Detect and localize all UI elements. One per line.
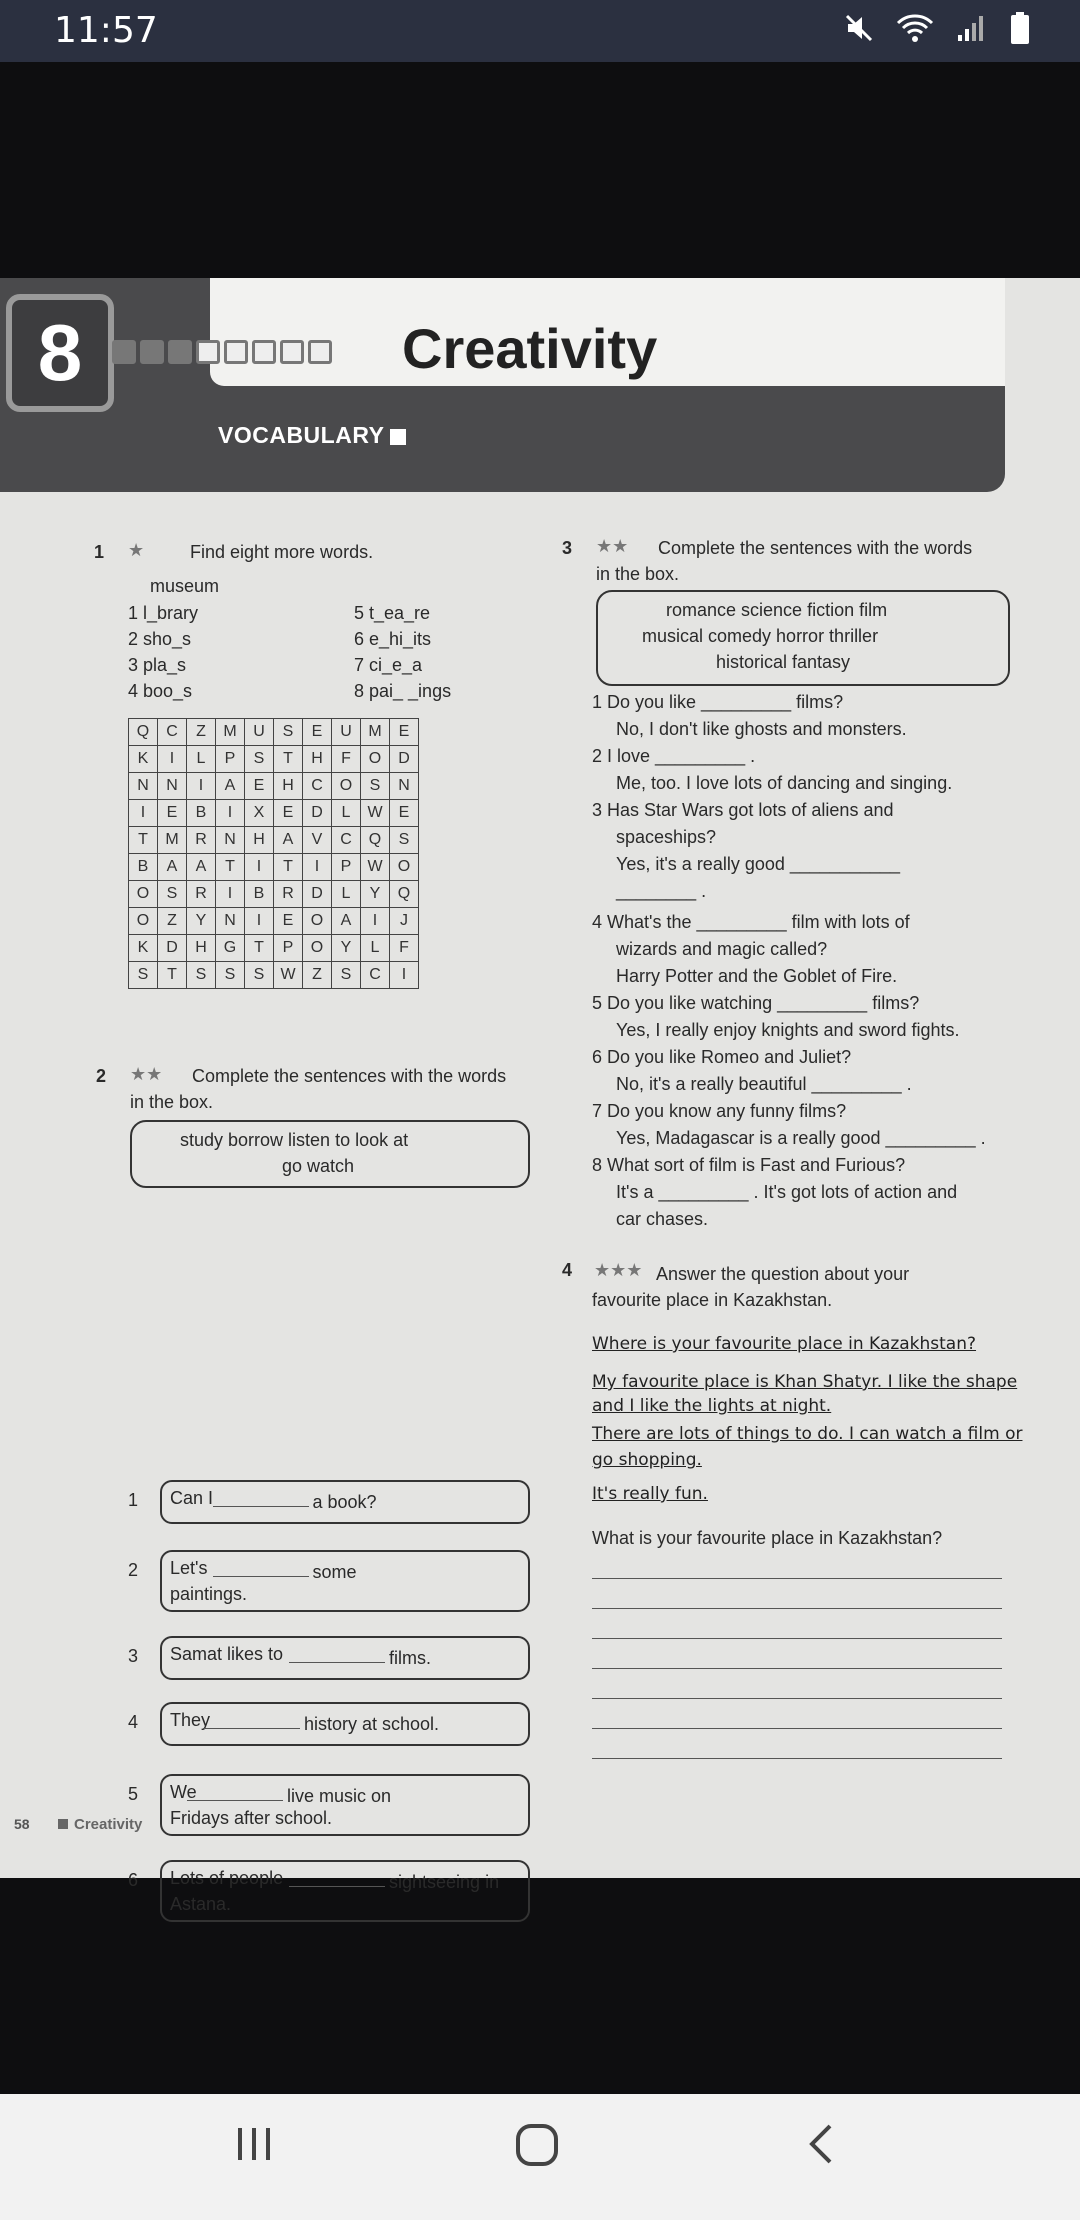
- grid-cell: I: [158, 746, 187, 773]
- grid-cell: J: [390, 908, 419, 935]
- ex3-line: Yes, I really enjoy knights and sword fights.: [616, 1020, 960, 1040]
- ex1-item: 3 pla_s: [128, 655, 187, 675]
- grid-cell: X: [245, 800, 274, 827]
- grid-cell: S: [274, 719, 303, 746]
- ex1-item: 8 pai_ _ings: [354, 681, 452, 701]
- ex3-line: 8 What sort of film is Fast and Furious?: [592, 1155, 906, 1175]
- grid-cell: A: [216, 773, 245, 800]
- ex2-sentence-number: 5: [128, 1784, 139, 1804]
- ex3-instruction: Complete the sentences with the words: [658, 538, 973, 558]
- ex3-line: No, it's a really beautiful _________ .: [616, 1074, 912, 1094]
- grid-cell: K: [129, 935, 158, 962]
- grid-cell: D: [303, 881, 332, 908]
- grid-cell: L: [332, 800, 361, 827]
- grid-cell: Z: [187, 719, 216, 746]
- ex1-item: 6 e_hi_its: [354, 629, 432, 649]
- grid-cell: Y: [332, 935, 361, 962]
- grid-cell: S: [187, 962, 216, 989]
- ex3-line: 5 Do you like watching _________ films?: [592, 993, 920, 1013]
- status-bar: [0, 0, 1080, 62]
- grid-cell: L: [187, 746, 216, 773]
- grid-cell: K: [129, 746, 158, 773]
- unit-number: 8: [6, 294, 114, 412]
- footer-label: Creativity: [58, 1816, 142, 1833]
- ex3-number: 3: [562, 538, 573, 558]
- ex2-number: 2: [96, 1066, 107, 1086]
- answer-line: [592, 1608, 1002, 1609]
- blank: [187, 1800, 283, 1801]
- grid-cell: P: [332, 854, 361, 881]
- wifi-icon: [896, 13, 934, 43]
- ex2-sentence-number: 1: [128, 1490, 139, 1510]
- ex1-item: 5 t_ea_re: [354, 603, 431, 623]
- grid-cell: E: [390, 719, 419, 746]
- grid-cell: L: [361, 935, 390, 962]
- ex3-instruction: in the box.: [596, 564, 680, 584]
- grid-cell: D: [158, 935, 187, 962]
- ex2-sentence-cont: Astana.: [170, 1894, 232, 1914]
- grid-cell: E: [158, 800, 187, 827]
- grid-cell: S: [361, 773, 390, 800]
- recent-apps-icon[interactable]: [232, 2122, 276, 2166]
- grid-cell: C: [158, 719, 187, 746]
- grid-cell: S: [245, 746, 274, 773]
- ex3-words: romance science fiction film: [666, 600, 888, 620]
- navigation-bar: [0, 2094, 1080, 2220]
- handwritten-answer: My favourite place is Khan Shatyr. I like the shape: [592, 1372, 1018, 1392]
- grid-cell: E: [274, 908, 303, 935]
- handwritten-answer: Where is your favourite place in Kazakhstan?: [592, 1334, 977, 1354]
- ex2-instruction: Complete the sentences with the words: [192, 1066, 507, 1086]
- grid-cell: E: [245, 773, 274, 800]
- ex2-sentence-start: Can I: [170, 1488, 214, 1508]
- grid-cell: T: [158, 962, 187, 989]
- grid-cell: I: [361, 908, 390, 935]
- grid-cell: P: [216, 746, 245, 773]
- grid-cell: R: [187, 827, 216, 854]
- ex3-line: Yes, it's a really good ___________: [616, 854, 900, 874]
- grid-cell: I: [187, 773, 216, 800]
- grid-cell: Y: [361, 881, 390, 908]
- handwritten-answer: go shopping.: [592, 1450, 702, 1470]
- grid-cell: I: [216, 800, 245, 827]
- ex3-line: Yes, Madagascar is a really good _________ .: [616, 1128, 986, 1148]
- grid-cell: N: [216, 908, 245, 935]
- grid-cell: D: [390, 746, 419, 773]
- ex2-sentence-start: We: [170, 1782, 197, 1802]
- answer-line: [592, 1668, 1002, 1669]
- ex3-words: musical comedy horror thriller: [642, 626, 879, 646]
- ex1-item: 4 boo_s: [128, 681, 193, 701]
- grid-cell: S: [216, 962, 245, 989]
- blank: [289, 1886, 385, 1887]
- grid-cell: I: [303, 854, 332, 881]
- grid-cell: O: [390, 854, 419, 881]
- ex3-words: historical fantasy: [716, 652, 851, 672]
- grid-cell: E: [274, 800, 303, 827]
- grid-cell: C: [303, 773, 332, 800]
- ex3-line: 1 Do you like _________ films?: [592, 692, 844, 712]
- grid-cell: R: [274, 881, 303, 908]
- signal-icon: [956, 13, 988, 43]
- grid-cell: W: [361, 800, 390, 827]
- ex3-line: 2 I love _________ .: [592, 746, 756, 766]
- grid-cell: D: [303, 800, 332, 827]
- grid-cell: R: [187, 881, 216, 908]
- answer-line: [592, 1638, 1002, 1639]
- grid-cell: W: [274, 962, 303, 989]
- grid-cell: Z: [303, 962, 332, 989]
- ex4-stars: ★★★: [594, 1260, 643, 1280]
- ex2-sentence-end: a book?: [312, 1492, 377, 1512]
- handwritten-answer: There are lots of things to do. I can watch a film or: [592, 1424, 1023, 1444]
- ex2-sentence-start: They: [170, 1710, 211, 1730]
- grid-cell: W: [361, 854, 390, 881]
- grid-cell: N: [129, 773, 158, 800]
- ex4-instruction: Answer the question about your: [656, 1264, 910, 1284]
- ex3-line: car chases.: [616, 1209, 709, 1229]
- ex1-example: museum: [150, 576, 220, 596]
- grid-cell: G: [216, 935, 245, 962]
- grid-cell: F: [332, 746, 361, 773]
- grid-cell: S: [158, 881, 187, 908]
- grid-cell: T: [274, 854, 303, 881]
- grid-cell: A: [187, 854, 216, 881]
- grid-cell: P: [274, 935, 303, 962]
- blank: [213, 1506, 309, 1507]
- ex3-line: No, I don't like ghosts and monsters.: [616, 719, 907, 739]
- ex2-sentence-end: live music on: [287, 1786, 392, 1806]
- grid-cell: A: [332, 908, 361, 935]
- grid-cell: I: [129, 800, 158, 827]
- grid-cell: T: [129, 827, 158, 854]
- ex4-question: What is your favourite place in Kazakhstan?: [592, 1528, 943, 1548]
- grid-cell: N: [390, 773, 419, 800]
- ex2-sentence-start: Samat likes to: [170, 1644, 284, 1664]
- page-number: 58: [14, 1816, 30, 1832]
- ex3-line: 3 Has Star Wars got lots of aliens and: [592, 800, 894, 820]
- ex2-words: study borrow listen to look at: [180, 1130, 409, 1150]
- grid-cell: O: [303, 908, 332, 935]
- ex3-line: Me, too. I love lots of dancing and singing.: [616, 773, 953, 793]
- ex2-sentence-end: sightseeing in: [389, 1872, 500, 1892]
- handwritten-answer: It's really fun.: [592, 1484, 708, 1504]
- grid-cell: Q: [390, 881, 419, 908]
- ex2-sentence-start: Let's: [170, 1558, 208, 1578]
- grid-cell: T: [245, 935, 274, 962]
- grid-cell: S: [129, 962, 158, 989]
- ex2-sentence-number: 2: [128, 1560, 139, 1580]
- ex1-item: 1 l_brary: [128, 603, 199, 623]
- word-search-grid: [128, 718, 419, 989]
- grid-cell: C: [332, 827, 361, 854]
- grid-cell: U: [332, 719, 361, 746]
- grid-cell: O: [129, 881, 158, 908]
- ex3-stars: ★★: [596, 536, 629, 556]
- grid-cell: Z: [158, 908, 187, 935]
- grid-cell: T: [274, 746, 303, 773]
- grid-cell: M: [216, 719, 245, 746]
- grid-cell: H: [303, 746, 332, 773]
- grid-cell: S: [390, 827, 419, 854]
- ex2-sentence-end: history at school.: [304, 1714, 440, 1734]
- grid-cell: E: [390, 800, 419, 827]
- grid-cell: E: [303, 719, 332, 746]
- ex4-instruction: favourite place in Kazakhstan.: [592, 1290, 833, 1310]
- ex4-number: 4: [562, 1260, 573, 1280]
- grid-cell: I: [245, 908, 274, 935]
- grid-cell: I: [390, 962, 419, 989]
- answer-line: [592, 1698, 1002, 1699]
- grid-cell: C: [361, 962, 390, 989]
- grid-cell: B: [187, 800, 216, 827]
- mute-icon: [844, 13, 874, 43]
- ex1-item: 7 ci_e_a: [354, 655, 423, 675]
- grid-cell: M: [158, 827, 187, 854]
- progress-squares: [112, 340, 332, 364]
- workbook-page: [0, 278, 1080, 1914]
- answer-line: [592, 1728, 1002, 1729]
- grid-cell: H: [187, 935, 216, 962]
- ex2-sentence-number: 4: [128, 1712, 139, 1732]
- ex3-line: 7 Do you know any funny films?: [592, 1101, 847, 1121]
- ex3-line: spaceships?: [616, 827, 717, 847]
- grid-cell: I: [245, 854, 274, 881]
- home-icon[interactable]: [514, 2122, 560, 2168]
- grid-cell: I: [216, 881, 245, 908]
- grid-cell: O: [129, 908, 158, 935]
- ex2-sentence-start: Lots of people: [170, 1868, 284, 1888]
- grid-cell: O: [303, 935, 332, 962]
- grid-cell: H: [245, 827, 274, 854]
- section-label: VOCABULARY: [218, 422, 406, 449]
- grid-cell: Q: [129, 719, 158, 746]
- ex3-line: 4 What's the _________ film with lots of: [592, 912, 910, 932]
- ex2-instruction: in the box.: [130, 1092, 214, 1112]
- ex3-line: It's a _________ . It's got lots of action and: [616, 1182, 958, 1202]
- grid-cell: M: [361, 719, 390, 746]
- grid-cell: U: [245, 719, 274, 746]
- handwritten-answer: and I like the lights at night.: [592, 1396, 832, 1416]
- ex2-sentence-number: 3: [128, 1646, 139, 1666]
- battery-icon: [1010, 12, 1030, 44]
- ex1-stars: ★: [128, 540, 145, 560]
- grid-cell: A: [158, 854, 187, 881]
- ex3-line: ________ .: [616, 881, 707, 901]
- ex1-number: 1: [94, 542, 105, 562]
- ex2-sentence-end: films.: [389, 1648, 431, 1668]
- grid-cell: Y: [187, 908, 216, 935]
- grid-cell: Q: [361, 827, 390, 854]
- grid-cell: T: [216, 854, 245, 881]
- grid-cell: B: [245, 881, 274, 908]
- answer-line: [592, 1578, 1002, 1579]
- grid-cell: O: [361, 746, 390, 773]
- blank: [204, 1728, 300, 1729]
- grid-cell: A: [274, 827, 303, 854]
- ex2-words: go watch: [282, 1156, 355, 1176]
- ex2-sentence-number: 6: [128, 1870, 139, 1890]
- grid-cell: H: [274, 773, 303, 800]
- grid-cell: N: [216, 827, 245, 854]
- answer-line: [592, 1758, 1002, 1759]
- ex2-sentence-end: some: [312, 1562, 357, 1582]
- unit-title: Creativity: [402, 317, 658, 380]
- grid-cell: N: [158, 773, 187, 800]
- ex3-line: wizards and magic called?: [616, 939, 828, 959]
- grid-cell: O: [332, 773, 361, 800]
- grid-cell: L: [332, 881, 361, 908]
- photo-of-workbook: [0, 278, 1080, 1914]
- back-icon[interactable]: [800, 2122, 844, 2166]
- ex3-line: Harry Potter and the Goblet of Fire.: [616, 966, 898, 986]
- grid-cell: S: [332, 962, 361, 989]
- blank: [213, 1576, 309, 1577]
- grid-cell: V: [303, 827, 332, 854]
- ex2-stars: ★★: [130, 1064, 163, 1084]
- ex2-sentence-cont: paintings.: [170, 1584, 248, 1604]
- ex1-item: 2 sho_s: [128, 629, 192, 649]
- clock: 11:57: [54, 10, 158, 51]
- grid-cell: F: [390, 935, 419, 962]
- ex3-line: 6 Do you like Romeo and Juliet?: [592, 1047, 852, 1067]
- grid-cell: B: [129, 854, 158, 881]
- ex2-sentence-cont: Fridays after school.: [170, 1808, 333, 1828]
- ex1-instruction: Find eight more words.: [190, 542, 374, 562]
- blank: [289, 1662, 385, 1663]
- grid-cell: S: [245, 962, 274, 989]
